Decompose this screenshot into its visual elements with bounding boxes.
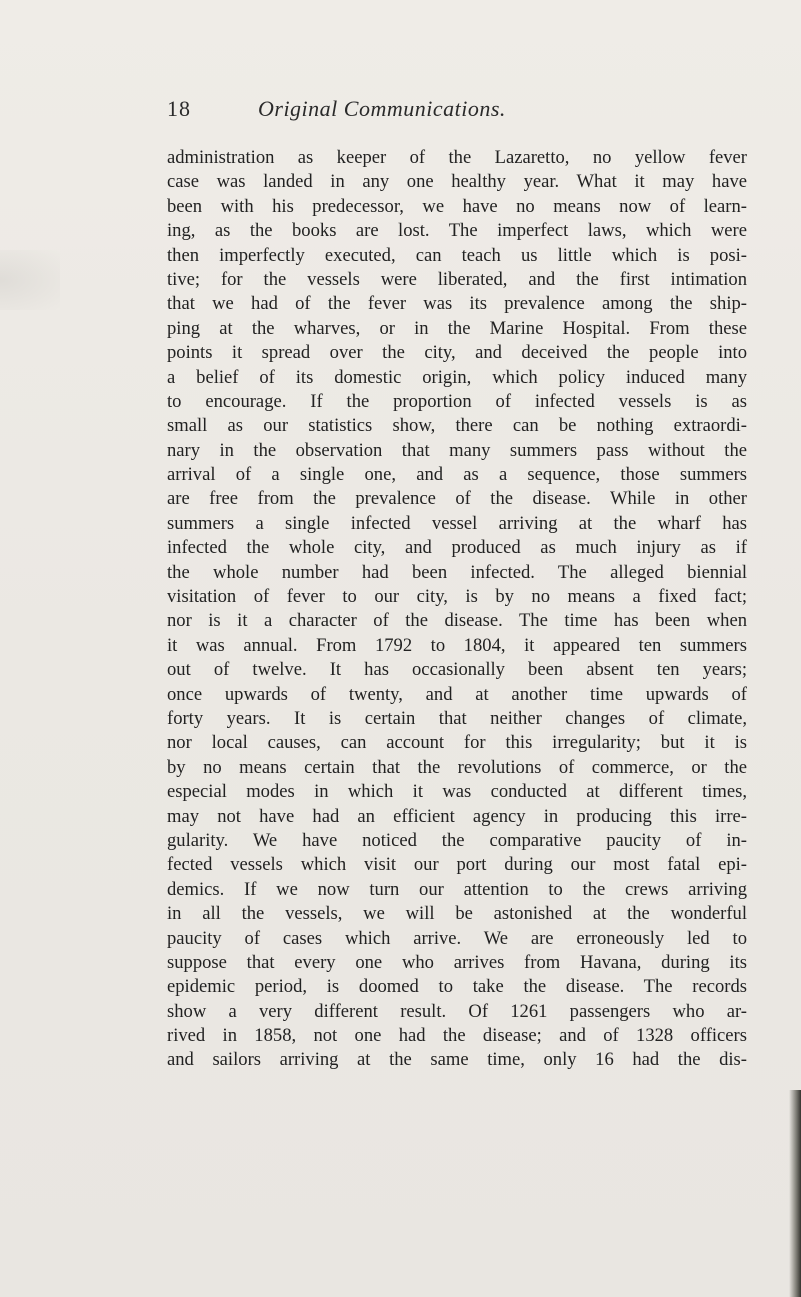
text-line: demics. If we now turn our attention to the crews arriving bbox=[167, 878, 747, 900]
text-line: nary in the observation that many summers pass without the bbox=[167, 439, 747, 461]
text-line: ing, as the books are lost. The imperfect laws, which were bbox=[167, 220, 747, 242]
page-shading bbox=[0, 250, 60, 310]
text-line: tive; for the vessels were liberated, and the first intimation bbox=[167, 268, 747, 290]
text-line: may not have had an efficient agency in producing this irre- bbox=[167, 805, 747, 827]
text-line: arrival of a single one, and as a sequence, those summers bbox=[167, 464, 747, 486]
text-line: administration as keeper of the Lazaretto, no yellow fever bbox=[167, 147, 747, 168]
text-line: visitation of fever to our city, is by no means a fixed fact; bbox=[167, 586, 747, 608]
text-line: in all the vessels, we will be astonished at the wonderful bbox=[167, 903, 747, 925]
text-line: show a very different result. Of 1261 passengers who ar- bbox=[167, 1000, 747, 1022]
text-line: that we had of the fever was its prevalence among the ship- bbox=[167, 293, 747, 315]
text-line: ping at the wharves, or in the Marine Hospital. From these bbox=[167, 317, 747, 339]
text-line: once upwards of twenty, and at another time upwards of bbox=[167, 683, 747, 705]
text-line: summers a single infected vessel arriving at the wharf has bbox=[167, 512, 747, 534]
page-number: 18 bbox=[167, 96, 191, 121]
text-line: been with his predecessor, we have no means now of learn- bbox=[167, 195, 747, 217]
text-line: are free from the prevalence of the disease. While in other bbox=[167, 488, 747, 510]
text-line: epidemic period, is doomed to take the disease. The records bbox=[167, 976, 747, 998]
page-edge-shadow bbox=[789, 1090, 801, 1297]
text-line: infected the whole city, and produced as much injury as if bbox=[167, 537, 747, 559]
text-line: suppose that every one who arrives from Havana, during its bbox=[167, 951, 747, 973]
running-title: Original Communications. bbox=[258, 96, 506, 121]
text-line: rived in 1858, not one had the disease; and of 1328 officers bbox=[167, 1025, 747, 1047]
text-line: gularity. We have noticed the comparative paucity of in- bbox=[167, 829, 747, 851]
text-line: a belief of its domestic origin, which policy induced many bbox=[167, 366, 747, 388]
text-line: points it spread over the city, and deceived the people into bbox=[167, 342, 747, 364]
text-line: it was annual. From 1792 to 1804, it appeared ten summers bbox=[167, 634, 747, 656]
text-line: the whole number had been infected. The alleged biennial bbox=[167, 561, 747, 583]
text-line: to encourage. If the proportion of infected vessels is as bbox=[167, 390, 747, 412]
body-text bbox=[167, 146, 747, 1073]
text-line: case was landed in any one healthy year. What it may have bbox=[167, 171, 747, 193]
text-line: fected vessels which visit our port during our most fatal epi- bbox=[167, 854, 747, 876]
text-line: and sailors arriving at the same time, only 16 had the dis- bbox=[167, 1049, 747, 1071]
text-line: nor is it a character of the disease. The time has been when bbox=[167, 610, 747, 632]
text-line: paucity of cases which arrive. We are erroneously led to bbox=[167, 927, 747, 949]
text-line: small as our statistics show, there can be nothing extraordi- bbox=[167, 415, 747, 437]
text-line: forty years. It is certain that neither changes of climate, bbox=[167, 707, 747, 729]
text-line: especial modes in which it was conducted at different times, bbox=[167, 781, 747, 803]
text-line: out of twelve. It has occasionally been absent ten years; bbox=[167, 659, 747, 681]
running-head bbox=[0, 96, 801, 126]
text-line: nor local causes, can account for this irregularity; but it is bbox=[167, 732, 747, 754]
text-line: by no means certain that the revolutions of commerce, or the bbox=[167, 756, 747, 778]
text-line: then imperfectly executed, can teach us little which is posi- bbox=[167, 244, 747, 266]
